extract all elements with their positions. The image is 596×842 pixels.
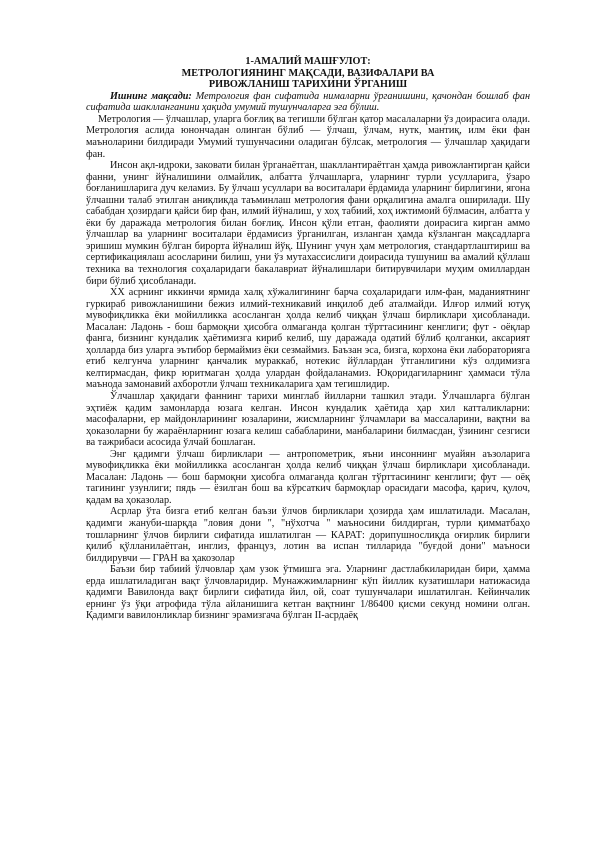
goal-text: Метрология фан сифатида нималарни ўрганишини, қачондан бошлаб фан сифатида шаклланганини ҳақида умумий тушунчаларга эга бўлиш. — [86, 90, 530, 114]
title-line-2: МЕТРОЛОГИЯНИНГ МАҚСАДИ, ВАЗИФАЛАРИ ВА — [181, 67, 435, 79]
body-paragraph-6: Асрлар ўта бизга етиб келган баъзи ўлчов бирликлари ҳозирда ҳам ишлатилади. Масалан, қадимги жануби-шарқда "ловия дони ", "нўхотча " маъносини билдирган, турли қимматбаҳо тошларнинг ўлчов бирлиги сифатида ишлатилган — КАРАТ: дорипушнослиқда оғирлик бирлиги қилиб қўлланилаётган, инглиз, француз, лотин ва испан тилларида "буғдой дони" маъноси билдирувчи — ГРАН ва ҳакозолар — [86, 506, 530, 564]
body-paragraph-7: Баъзи бир табиий ўлчовлар ҳам узок ўтмишга эга. Уларнинг дастлабкиларидан бири, ҳамма ерда ишлатиладиган вақт ўлчовларидир. Мунажжимларнинг кўп йиллик кузатишлари натижасида қадимги Вавилонда вақт бирлиги сифатида йил, ой, соат тушунчалари ишлатилган. Кейинчалик ернинг ўз ўқи атрофида тўла айланишига кетган вақтнинг 1/86400 қисми секунд номини олган. Қадимги вавилонликлар бизнинг эрамизгача бўлган II-асрдаёқ — [86, 564, 530, 622]
body-paragraph-4: Ўлчашлар ҳақидаги фаннинг тарихи минглаб йилларни ташкил этади. Ўлчашларга бўлган эҳтиёж қадим замонларда юзага келган. Инсон кундалик ҳаётида ҳар хил катталикларни: масофаларни, ер майдонларининг юзаларини, жисмларнинг ўлчамлари ва массаларини, вақтни ва ҳоказоларни бу жараёнларнинг юзага келиш сабабларини, манбаларини билмасдан, ўзининг сезгиси ва тажрибаси асосида ўлчай бошлаган. — [86, 391, 530, 449]
body-paragraph-5: Энг қадимги ўлчаш бирликлари — антропометрик, яъни инсоннинг муайян аъзоларига мувофиқликка ёки мойилликка асосланган ҳолда келиб чиққан ўлчаш бирликлари ҳисобланади. Масалан: Ладонь — бош бармоқни ҳисобга олмаганда қолган тўрттасининг кенглиги; фут — оёқ тагининг узунлиги; пядь — ёзилган бош ва кўрсаткич бармоқлар орасидаги масофа, қарич, қулоч, қадам ва ҳоказолар. — [86, 448, 530, 506]
body-paragraph-3: XX асрнинг иккинчи ярмида халқ хўжалигининг барча соҳаларидаги илм-фан, маданиятнинг гуркираб ривожланишини бежиз илмий-техникавий инқилоб деб аталмайди. Илғор илмий ютуқ мувофиқликка ёки мойилликка асосланган ҳолда келиб чиққан ўлчаш бирликлари ҳисобланади. Масалан: Ладонь - бош бармоқни ҳисобга олмаганда қолган тўрттасининг кенглиги; фут - оёқлар фанга, бизнинг кундалик ҳаётимизга кириб келиб, шу даражада одатий бўлиб қолганки, аксарият ҳолларда биз уларга эътибор бермаймиз ёки сезмаймиз. Баъзан эса, бизга, корхона ёки лабораторияга етиб келгунча уларнинг қанчалик мураккаб, нотекис йўллардан ўтганлигини кўз олдимизга келтирмасдан, фикр юритмаган ҳолда улардан фойдаланамиз. Юқоридагиларнинг ҳаммаси тўла маънода замонавий ахборотли ўлчаш техникаларига ҳам тегишлидир. — [86, 287, 530, 391]
goal-label: Ишнинг мақсади: — [110, 90, 192, 102]
title-line-1: 1-АМАЛИЙ МАШҒУЛОТ: — [245, 56, 371, 67]
body-paragraph-2: Инсон ақл-идроки, заковати билан ўрганаётган, шакллантираётган ҳамда ривожлантирган қайси фанни, унинг йўналишини олмайлик, албатта ўлчашларга, уларнинг турли усулларига, ўзаро боғланишларига дуч келамиз. Бу ўлчаш усуллари ва воситалари ёрдамида уларнинг бирлигини, ягона ўлчашни талаб этилган аниқликда таъминлаш метрология фани орқалигина амалга оширилади. Шу сабабдан ҳозирдаги қайси бир фан, илмий йўналиш, у хоҳ табиий, хоҳ ижтимоий бўлмасин, албатта у ёки бу даражада метрология билан боғлиқ. Инсон қўли етган, фаолияти доирасига кирган аммо ўлчашлар ва уларнинг воситалари ёрдамисиз ўрганилган, изланган ҳамда кўзланган мақсадларга эришиш мумкин бўлган бирорта йўналиш йўқ. Шунинг учун ҳам метрология, стандартлаштириш ва сертификациялаш асосларини билиш, уни ўз мутахассислиги доирасида тушуниш ва амалий қўллаш техника ва технология соҳаларидаги бакалавриат йўналишлари битирувчилари муҳим омиллардан бири бўлиб ҳисобланади. — [86, 160, 530, 287]
title-line-3: РИВОЖЛАНИШ ТАРИХИНИ ЎРГАНИШ — [208, 79, 408, 91]
document-page — [86, 56, 530, 622]
body-paragraph-1: Метрология — ўлчашлар, уларга боғлиқ ва тегишли бўлган қатор масалаларни ўз доирасига олади. Метрология аслида юнончадан олинган бўлиб — ўлчаш, ўлчам, нутк, мантиқ, илм ёки фан маъноларини билдиради Умумий тушунчасини оладиган бўлсак, метрология — ўлчашлар ҳақидаги фан. — [86, 113, 530, 160]
goal-paragraph — [86, 91, 530, 114]
